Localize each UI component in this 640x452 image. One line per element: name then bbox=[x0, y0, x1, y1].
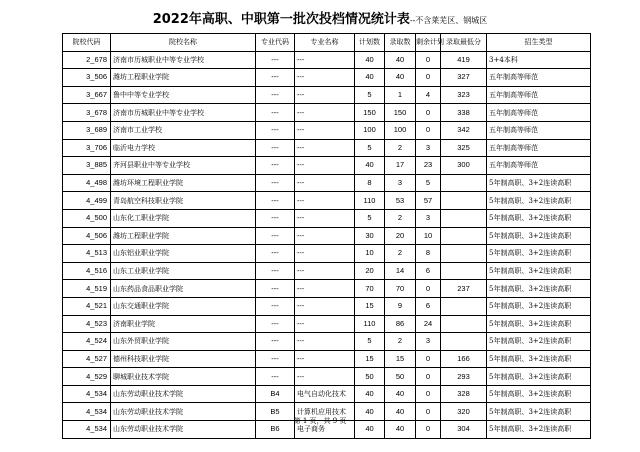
cell-admitted: 1 bbox=[385, 86, 416, 104]
cell-min-score bbox=[441, 245, 487, 263]
cell-admitted: 14 bbox=[385, 262, 416, 280]
cell-remaining: 0 bbox=[416, 104, 441, 122]
cell-remaining: 5 bbox=[416, 174, 441, 192]
cell-school-name: 山东劳动职业技术学院 bbox=[111, 421, 256, 439]
cell-remaining: 10 bbox=[416, 227, 441, 245]
table-row bbox=[63, 315, 591, 333]
cell-remaining: 0 bbox=[416, 51, 441, 69]
cell-plan: 5 bbox=[355, 333, 385, 351]
cell-type: 5年制高职、3+2连读高职 bbox=[487, 403, 591, 421]
cell-major-code: --- bbox=[256, 157, 295, 175]
cell-school-name: 济南市历城职业中等专业学校 bbox=[111, 51, 256, 69]
cell-remaining: 6 bbox=[416, 297, 441, 315]
cell-admitted: 2 bbox=[385, 209, 416, 227]
cell-min-score bbox=[441, 209, 487, 227]
cell-school-name: 山东药品食品职业学院 bbox=[111, 280, 256, 298]
cell-major-name: --- bbox=[295, 245, 355, 263]
cell-school-code: 3_689 bbox=[63, 121, 111, 139]
cell-remaining: 0 bbox=[416, 69, 441, 87]
cell-remaining: 23 bbox=[416, 157, 441, 175]
cell-major-name: 计算机应用技术 bbox=[295, 403, 355, 421]
cell-min-score bbox=[441, 297, 487, 315]
cell-admitted: 40 bbox=[385, 51, 416, 69]
cell-remaining: 0 bbox=[416, 350, 441, 368]
table-row bbox=[63, 86, 591, 104]
cell-school-code: 3_506 bbox=[63, 69, 111, 87]
title-subtitle: --不含莱芜区、钢城区 bbox=[409, 16, 488, 25]
cell-major-name: --- bbox=[295, 333, 355, 351]
cell-school-code: 3_885 bbox=[63, 157, 111, 175]
cell-remaining: 0 bbox=[416, 403, 441, 421]
cell-remaining: 0 bbox=[416, 280, 441, 298]
cell-plan: 40 bbox=[355, 421, 385, 439]
cell-min-score bbox=[441, 333, 487, 351]
cell-min-score bbox=[441, 192, 487, 210]
cell-min-score: 323 bbox=[441, 86, 487, 104]
cell-school-name: 山东劳动职业技术学院 bbox=[111, 403, 256, 421]
cell-major-code: --- bbox=[256, 245, 295, 263]
cell-major-code: --- bbox=[256, 280, 295, 298]
table-row bbox=[63, 51, 591, 69]
cell-school-code: 4_516 bbox=[63, 262, 111, 280]
cell-school-code: 4_521 bbox=[63, 297, 111, 315]
cell-type: 五年制高等师范 bbox=[487, 139, 591, 157]
cell-min-score: 327 bbox=[441, 69, 487, 87]
cell-min-score bbox=[441, 227, 487, 245]
cell-school-code: 4_523 bbox=[63, 315, 111, 333]
cell-admitted: 40 bbox=[385, 421, 416, 439]
cell-major-name: --- bbox=[295, 139, 355, 157]
cell-school-name: 聊城职业技术学院 bbox=[111, 368, 256, 386]
cell-school-name: 山东化工职业学院 bbox=[111, 209, 256, 227]
cell-major-name: 电气自动化技术 bbox=[295, 385, 355, 403]
cell-school-code: 4_524 bbox=[63, 333, 111, 351]
table-row bbox=[63, 227, 591, 245]
cell-type: 5年制高职、3+2连读高职 bbox=[487, 280, 591, 298]
cell-admitted: 86 bbox=[385, 315, 416, 333]
cell-min-score: 300 bbox=[441, 157, 487, 175]
cell-type: 五年制高等师范 bbox=[487, 157, 591, 175]
cell-school-code: 4_519 bbox=[63, 280, 111, 298]
cell-school-code: 4_499 bbox=[63, 192, 111, 210]
cell-major-name: --- bbox=[295, 192, 355, 210]
cell-min-score bbox=[441, 174, 487, 192]
cell-admitted: 40 bbox=[385, 69, 416, 87]
cell-admitted: 40 bbox=[385, 385, 416, 403]
cell-plan: 40 bbox=[355, 157, 385, 175]
cell-plan: 40 bbox=[355, 69, 385, 87]
header-remaining: 剩余计划 bbox=[416, 34, 441, 52]
cell-major-code: --- bbox=[256, 333, 295, 351]
header-major-name: 专业名称 bbox=[295, 34, 355, 52]
cell-admitted: 100 bbox=[385, 121, 416, 139]
cell-admitted: 150 bbox=[385, 104, 416, 122]
cell-school-name: 山东外贸职业学院 bbox=[111, 333, 256, 351]
header-admitted: 录取数 bbox=[385, 34, 416, 52]
cell-major-name: --- bbox=[295, 227, 355, 245]
cell-school-name: 潍坊环境工程职业学院 bbox=[111, 174, 256, 192]
table-row bbox=[63, 385, 591, 403]
cell-school-code: 4_498 bbox=[63, 174, 111, 192]
admission-table bbox=[62, 33, 591, 439]
cell-major-code: --- bbox=[256, 209, 295, 227]
header-major-code: 专业代码 bbox=[256, 34, 295, 52]
cell-plan: 110 bbox=[355, 315, 385, 333]
cell-plan: 40 bbox=[355, 403, 385, 421]
cell-school-code: 4_534 bbox=[63, 403, 111, 421]
cell-type: 5年制高职、3+2连读高职 bbox=[487, 297, 591, 315]
cell-school-name: 德州科技职业学院 bbox=[111, 350, 256, 368]
table-row bbox=[63, 139, 591, 157]
cell-school-name: 济南职业学院 bbox=[111, 315, 256, 333]
table-row bbox=[63, 280, 591, 298]
cell-school-code: 4_506 bbox=[63, 227, 111, 245]
cell-major-name: --- bbox=[295, 280, 355, 298]
cell-school-name: 临沂电力学校 bbox=[111, 139, 256, 157]
page-title bbox=[0, 8, 640, 27]
cell-school-code: 3_667 bbox=[63, 86, 111, 104]
cell-plan: 150 bbox=[355, 104, 385, 122]
cell-school-name: 鲁中中等专业学校 bbox=[111, 86, 256, 104]
cell-type: 5年制高职、3+2连读高职 bbox=[487, 227, 591, 245]
cell-school-code: 2_678 bbox=[63, 51, 111, 69]
cell-plan: 8 bbox=[355, 174, 385, 192]
cell-major-code: --- bbox=[256, 262, 295, 280]
cell-major-name: --- bbox=[295, 86, 355, 104]
cell-admitted: 9 bbox=[385, 297, 416, 315]
cell-min-score: 320 bbox=[441, 403, 487, 421]
cell-remaining: 0 bbox=[416, 421, 441, 439]
table-row bbox=[63, 262, 591, 280]
cell-remaining: 6 bbox=[416, 262, 441, 280]
table-body bbox=[63, 51, 591, 438]
table-row bbox=[63, 157, 591, 175]
cell-type: 5年制高职、3+2连读高职 bbox=[487, 174, 591, 192]
cell-major-name: --- bbox=[295, 174, 355, 192]
cell-admitted: 15 bbox=[385, 350, 416, 368]
cell-type: 五年制高等师范 bbox=[487, 104, 591, 122]
cell-min-score: 419 bbox=[441, 51, 487, 69]
cell-major-code: --- bbox=[256, 121, 295, 139]
cell-school-name: 山东交通职业学院 bbox=[111, 297, 256, 315]
page-footer: 第 1 页，共 9 页 bbox=[293, 417, 347, 425]
cell-remaining: 3 bbox=[416, 209, 441, 227]
cell-type: 5年制高职、3+2连读高职 bbox=[487, 368, 591, 386]
cell-major-name: --- bbox=[295, 315, 355, 333]
cell-remaining: 24 bbox=[416, 315, 441, 333]
cell-remaining: 4 bbox=[416, 86, 441, 104]
cell-major-name: --- bbox=[295, 262, 355, 280]
header-min-score: 录取最低分 bbox=[441, 34, 487, 52]
cell-admitted: 20 bbox=[385, 227, 416, 245]
cell-remaining: 0 bbox=[416, 385, 441, 403]
cell-admitted: 50 bbox=[385, 368, 416, 386]
cell-plan: 70 bbox=[355, 280, 385, 298]
table-row bbox=[63, 192, 591, 210]
cell-school-code: 4_529 bbox=[63, 368, 111, 386]
cell-type: 五年制高等师范 bbox=[487, 121, 591, 139]
cell-plan: 10 bbox=[355, 245, 385, 263]
cell-admitted: 2 bbox=[385, 333, 416, 351]
cell-major-code: --- bbox=[256, 51, 295, 69]
cell-admitted: 2 bbox=[385, 139, 416, 157]
cell-type: 5年制高职、3+2连读高职 bbox=[487, 192, 591, 210]
cell-min-score: 166 bbox=[441, 350, 487, 368]
cell-type: 5年制高职、3+2连读高职 bbox=[487, 262, 591, 280]
cell-remaining: 8 bbox=[416, 245, 441, 263]
cell-type: 五年制高等师范 bbox=[487, 86, 591, 104]
cell-type: 5年制高职、3+2连读高职 bbox=[487, 421, 591, 439]
cell-type: 3+4本科 bbox=[487, 51, 591, 69]
cell-major-name: 电子商务 bbox=[295, 421, 355, 439]
cell-admitted: 70 bbox=[385, 280, 416, 298]
title-main: 2022年高职、中职第一批次投档情况统计表 bbox=[152, 12, 410, 27]
cell-major-code: --- bbox=[256, 368, 295, 386]
cell-school-name: 济南市工业学校 bbox=[111, 121, 256, 139]
cell-school-name: 齐河县职业中等专业学校 bbox=[111, 157, 256, 175]
cell-plan: 15 bbox=[355, 297, 385, 315]
cell-major-code: B4 bbox=[256, 385, 295, 403]
cell-school-code: 4_513 bbox=[63, 245, 111, 263]
table-row bbox=[63, 121, 591, 139]
cell-type: 5年制高职、3+2连读高职 bbox=[487, 245, 591, 263]
table-row bbox=[63, 368, 591, 386]
cell-school-name: 山东劳动职业技术学院 bbox=[111, 385, 256, 403]
cell-major-name: --- bbox=[295, 209, 355, 227]
cell-school-name: 潍坊工程职业学院 bbox=[111, 69, 256, 87]
cell-min-score: 338 bbox=[441, 104, 487, 122]
cell-major-code: --- bbox=[256, 192, 295, 210]
cell-admitted: 3 bbox=[385, 174, 416, 192]
table-row bbox=[63, 209, 591, 227]
cell-major-code: --- bbox=[256, 227, 295, 245]
cell-major-name: --- bbox=[295, 51, 355, 69]
table-row bbox=[63, 350, 591, 368]
cell-admitted: 2 bbox=[385, 245, 416, 263]
cell-major-code: --- bbox=[256, 315, 295, 333]
cell-major-name: --- bbox=[295, 297, 355, 315]
cell-min-score: 328 bbox=[441, 385, 487, 403]
cell-min-score: 237 bbox=[441, 280, 487, 298]
cell-major-name: --- bbox=[295, 157, 355, 175]
cell-type: 5年制高职、3+2连读高职 bbox=[487, 333, 591, 351]
cell-major-code: --- bbox=[256, 174, 295, 192]
cell-min-score bbox=[441, 262, 487, 280]
cell-major-name: --- bbox=[295, 368, 355, 386]
cell-type: 五年制高等师范 bbox=[487, 69, 591, 87]
cell-remaining: 0 bbox=[416, 368, 441, 386]
cell-min-score: 325 bbox=[441, 139, 487, 157]
cell-min-score: 342 bbox=[441, 121, 487, 139]
cell-major-code: --- bbox=[256, 86, 295, 104]
table-row bbox=[63, 297, 591, 315]
cell-type: 5年制高职、3+2连读高职 bbox=[487, 385, 591, 403]
cell-school-code: 3_678 bbox=[63, 104, 111, 122]
cell-min-score: 304 bbox=[441, 421, 487, 439]
cell-plan: 5 bbox=[355, 86, 385, 104]
cell-major-name: --- bbox=[295, 69, 355, 87]
cell-major-name: --- bbox=[295, 104, 355, 122]
cell-plan: 30 bbox=[355, 227, 385, 245]
header-type: 招生类型 bbox=[487, 34, 591, 52]
cell-major-code: B5 bbox=[256, 403, 295, 421]
cell-school-code: 4_527 bbox=[63, 350, 111, 368]
cell-plan: 5 bbox=[355, 139, 385, 157]
cell-school-name: 青岛航空科技职业学院 bbox=[111, 192, 256, 210]
cell-school-name: 山东铝业职业学院 bbox=[111, 245, 256, 263]
cell-school-name: 济南市历城职业中等专业学校 bbox=[111, 104, 256, 122]
table-row bbox=[63, 245, 591, 263]
cell-remaining: 3 bbox=[416, 139, 441, 157]
cell-plan: 15 bbox=[355, 350, 385, 368]
cell-major-name: --- bbox=[295, 350, 355, 368]
cell-plan: 110 bbox=[355, 192, 385, 210]
cell-remaining: 0 bbox=[416, 121, 441, 139]
cell-school-name: 潍坊工程职业学院 bbox=[111, 227, 256, 245]
cell-plan: 50 bbox=[355, 368, 385, 386]
cell-plan: 40 bbox=[355, 51, 385, 69]
cell-plan: 100 bbox=[355, 121, 385, 139]
cell-admitted: 53 bbox=[385, 192, 416, 210]
table-row bbox=[63, 333, 591, 351]
cell-major-code: --- bbox=[256, 139, 295, 157]
cell-type: 5年制高职、3+2连读高职 bbox=[487, 315, 591, 333]
cell-min-score bbox=[441, 315, 487, 333]
cell-type: 5年制高职、3+2连读高职 bbox=[487, 209, 591, 227]
cell-major-name: --- bbox=[295, 121, 355, 139]
table-header-row bbox=[63, 34, 591, 52]
cell-major-code: --- bbox=[256, 104, 295, 122]
table-row bbox=[63, 69, 591, 87]
cell-major-code: --- bbox=[256, 69, 295, 87]
cell-school-code: 4_500 bbox=[63, 209, 111, 227]
cell-remaining: 57 bbox=[416, 192, 441, 210]
cell-major-code: B6 bbox=[256, 421, 295, 439]
cell-school-code: 4_534 bbox=[63, 385, 111, 403]
cell-admitted: 40 bbox=[385, 403, 416, 421]
cell-admitted: 17 bbox=[385, 157, 416, 175]
cell-major-code: --- bbox=[256, 297, 295, 315]
table-row bbox=[63, 174, 591, 192]
header-school-name: 院校名称 bbox=[111, 34, 256, 52]
cell-school-code: 3_706 bbox=[63, 139, 111, 157]
cell-remaining: 3 bbox=[416, 333, 441, 351]
cell-plan: 20 bbox=[355, 262, 385, 280]
header-plan: 计划数 bbox=[355, 34, 385, 52]
header-school-code: 院校代码 bbox=[63, 34, 111, 52]
cell-type: 5年制高职、3+2连读高职 bbox=[487, 350, 591, 368]
cell-min-score: 293 bbox=[441, 368, 487, 386]
cell-plan: 40 bbox=[355, 385, 385, 403]
cell-major-code: --- bbox=[256, 350, 295, 368]
cell-school-code: 4_534 bbox=[63, 421, 111, 439]
table-row bbox=[63, 104, 591, 122]
cell-plan: 5 bbox=[355, 209, 385, 227]
cell-school-name: 山东工业职业学院 bbox=[111, 262, 256, 280]
